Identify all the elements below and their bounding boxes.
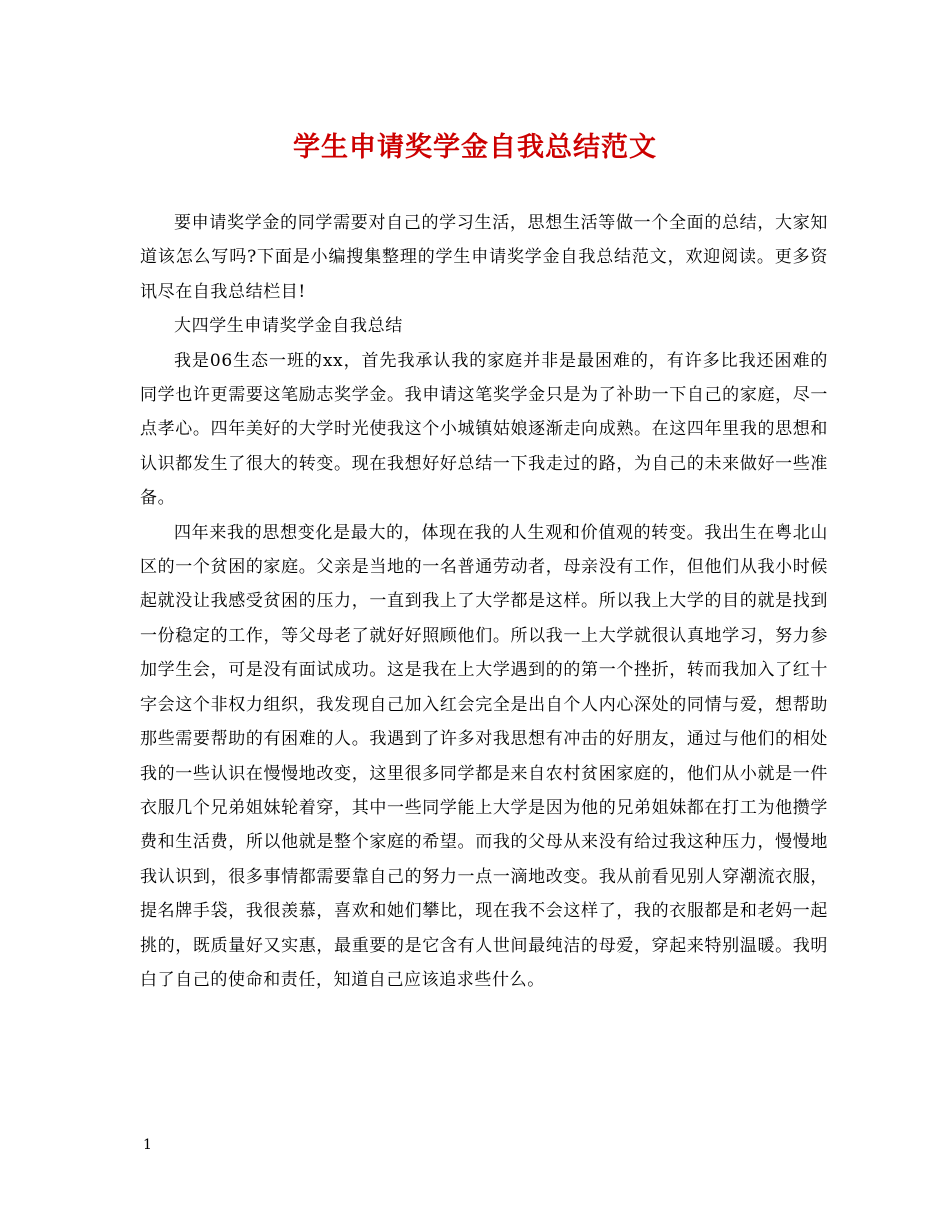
intro-paragraph: 要申请奖学金的同学需要对自己的学习生活，思想生活等做一个全面的总结，大家知道该怎么写吗?下面是小编搜集整理的学生申请奖学金自我总结范文，欢迎阅读。更多资讯尽在自我总结栏目! bbox=[140, 213, 828, 302]
document-title: 学生申请奖学金自我总结范文 bbox=[293, 132, 657, 163]
section-heading: 大四学生申请奖学金自我总结 bbox=[174, 316, 403, 337]
body-paragraph: 四年来我的思想变化是最大的，体现在我的人生观和价值观的转变。我出生在粤北山区的一个贫困的家庭。父亲是当地的一名普通劳动者，母亲没有工作，但他们从我小时候起就没让我感受贫困的压力，一直到我上了大学都是这样。所以我上大学的目的就是找到一份稳定的工作，等父母老了就好好照顾他们。所以我一上大学就很认真地学习，努力参加学生会，可是没有面试成功。这是我在上大学遇到的的第一个挫折，转而我加入了红十字会这个非权力组织，我发现自己加入红会完全是出自个人内心深处的同情与爱，想帮助那些需要帮助的有困难的人。我遇到了许多对我思想有冲击的好朋友，通过与他们的相处我的一些认识在慢慢地改变，这里很多同学都是来自农村贫困家庭的，他们从小就是一件衣服几个兄弟姐妹轮着穿，其中一些同学能上大学是因为他的兄弟姐妹都在打工为他攒学费和生活费，所以他就是整个家庭的希望。而我的父母从来没有给过我这种压力，慢慢地我认识到，很多事情都需要靠自己的努力一点一滴地改变。我从前看见别人穿潮流衣服，提名牌手袋，我很羡慕，喜欢和她们攀比，现在我不会这样了，我的衣服都是和老妈一起挑的，既质量好又实惠，最重要的是它含有人世间最纯洁的母爱，穿起来特别温暖。我明白了自己的使命和责任，知道自己应该追求些什么。 bbox=[140, 522, 828, 990]
page-number: 1 bbox=[143, 1137, 152, 1153]
body-paragraph: 我是06生态一班的xx，首先我承认我的家庭并非是最困难的，有许多比我还困难的同学也许更需要这笔励志奖学金。我申请这笔奖学金只是为了补助一下自己的家庭，尽一点孝心。四年美好的大学时光使我这个小城镇姑娘逐渐走向成熟。在这四年里我的思想和认识都发生了很大的转变。现在我想好好总结一下我走过的路，为自己的未来做好一些准备。 bbox=[140, 350, 828, 509]
document-body bbox=[140, 206, 828, 997]
